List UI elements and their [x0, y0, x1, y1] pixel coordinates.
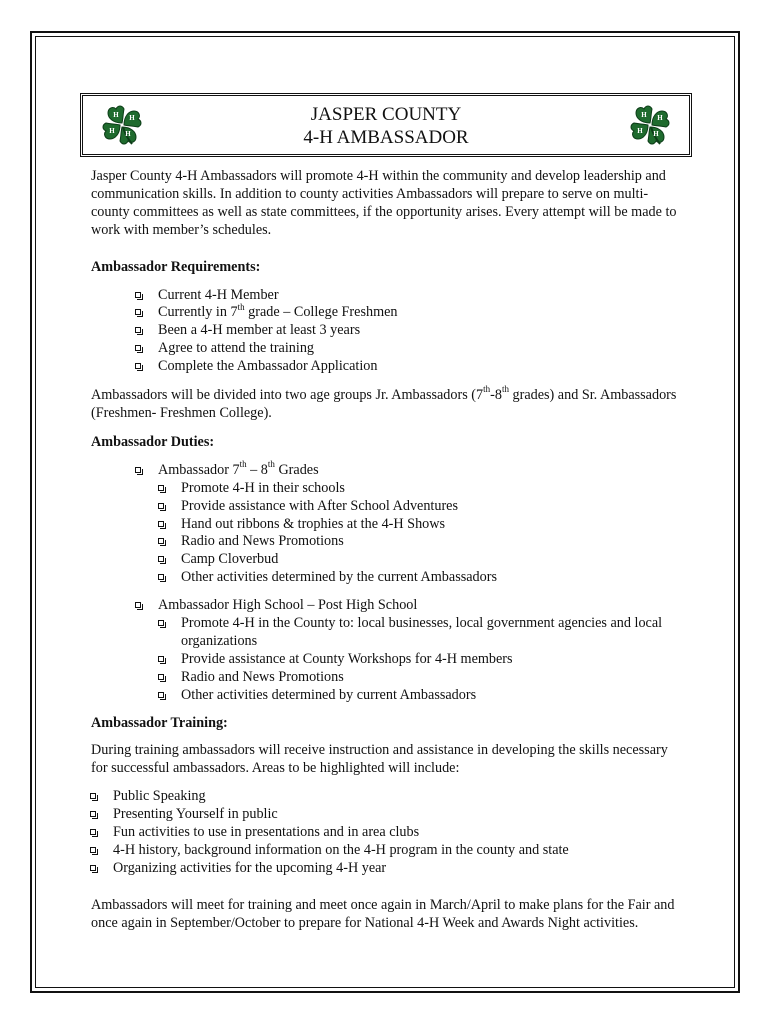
document-body — [91, 168, 681, 933]
list-item: Currently in 7th grade – College Freshmen — [158, 304, 681, 322]
list-item: Complete the Ambassador Application — [158, 358, 681, 376]
closing-paragraph: Ambassadors will meet for training and meet once again in March/April to make plans for the Fair and once again in September/October to prepare for National 4-H Week and Awards Night activities. — [91, 896, 675, 931]
checkbox-bullet-icon — [135, 363, 141, 369]
list-item: Camp Cloverbud — [181, 551, 681, 569]
list-item: Public Speaking — [113, 788, 681, 806]
checkbox-bullet-icon — [158, 674, 164, 680]
list-item: 4-H history, background information on the 4-H program in the county and state — [113, 842, 681, 860]
svg-text:H: H — [113, 111, 119, 119]
checkbox-bullet-icon — [90, 865, 96, 871]
title-line-2: 4-H AMBASSADOR — [303, 127, 469, 148]
age-groups-paragraph: Ambassadors will be divided into two age groups Jr. Ambassadors (7th-8th grades) and Sr. Ambassadors (Freshmen- Freshmen College). — [91, 384, 677, 421]
checkbox-bullet-icon — [90, 829, 96, 835]
list-item: Presenting Yourself in public — [113, 806, 681, 824]
list-item: Other activities determined by current Ambassadors — [181, 687, 681, 705]
list-item: Organizing activities for the upcoming 4-H year — [113, 860, 681, 878]
svg-text:H: H — [109, 127, 115, 135]
list-item: Promote 4-H in their schools — [181, 480, 681, 498]
checkbox-bullet-icon — [135, 327, 141, 333]
training-heading: Ambassador Training: — [91, 714, 228, 731]
checkbox-bullet-icon — [158, 692, 164, 698]
checkbox-bullet-icon — [158, 485, 164, 491]
svg-text:H: H — [657, 114, 663, 122]
checkbox-bullet-icon — [158, 620, 164, 626]
duty-group-junior: Ambassador 7th – 8th Grades Promote 4-H in their schools Provide assistance with After School Adventures Hand out ribbons & trophies at the 4-H Shows Radio and News Promotions Camp Cloverbud Other activities determined by the current Ambassadors — [158, 462, 681, 587]
checkbox-bullet-icon — [135, 309, 141, 315]
requirements-list — [91, 287, 681, 377]
requirements-heading: Ambassador Requirements: — [91, 258, 261, 275]
checkbox-bullet-icon — [135, 345, 141, 351]
checkbox-bullet-icon — [158, 521, 164, 527]
checkbox-bullet-icon — [90, 793, 96, 799]
senior-duties-list — [158, 615, 681, 705]
training-topics-list — [91, 788, 681, 878]
list-item: Provide assistance with After School Adventures — [181, 498, 681, 516]
svg-text:H: H — [653, 130, 659, 138]
list-item: Promote 4-H in the County to: local businesses, local government agencies and local organizations — [181, 615, 681, 651]
checkbox-bullet-icon — [90, 811, 96, 817]
checkbox-bullet-icon — [135, 292, 141, 298]
duties-list — [91, 459, 681, 705]
checkbox-bullet-icon — [135, 467, 141, 473]
list-item: Radio and News Promotions — [181, 533, 681, 551]
checkbox-bullet-icon — [135, 602, 141, 608]
checkbox-bullet-icon — [158, 556, 164, 562]
list-item: Current 4-H Member — [158, 287, 681, 305]
list-item: Radio and News Promotions — [181, 669, 681, 687]
svg-text:H: H — [641, 111, 647, 119]
checkbox-bullet-icon — [90, 847, 96, 853]
title-box — [80, 93, 692, 157]
duty-group-senior: Ambassador High School – Post High School Promote 4-H in the County to: local businesses, local government agencies and local organizations Provide assistance at County Workshops for 4-H members Radio and News Promotions Other activities determined by current Ambassadors — [158, 597, 681, 704]
checkbox-bullet-icon — [158, 538, 164, 544]
checkbox-bullet-icon — [158, 574, 164, 580]
svg-text:H: H — [125, 130, 131, 138]
duties-heading: Ambassador Duties: — [91, 433, 215, 450]
title-line-1: JASPER COUNTY — [310, 104, 462, 125]
list-item: Other activities determined by the current Ambassadors — [181, 569, 681, 587]
intro-paragraph: Jasper County 4-H Ambassadors will promote 4-H within the community and develop leadership and communication skills. In addition to county activities Ambassadors will prepare to serve on multi-county committees as well as state committees, if the opportunity arises. Every attempt will be made to work with member’s schedules. — [91, 168, 677, 238]
list-item: Been a 4-H member at least 3 years — [158, 322, 681, 340]
checkbox-bullet-icon — [158, 656, 164, 662]
svg-text:H: H — [129, 114, 135, 122]
list-item: Provide assistance at County Workshops for 4-H members — [181, 651, 681, 669]
checkbox-bullet-icon — [158, 503, 164, 509]
list-item: Fun activities to use in presentations and in area clubs — [113, 824, 681, 842]
four-leaf-clover-icon — [627, 102, 673, 148]
junior-duties-list — [158, 480, 681, 587]
list-item: Hand out ribbons & trophies at the 4-H Shows — [181, 516, 681, 534]
svg-text:H: H — [637, 127, 643, 135]
training-intro: During training ambassadors will receive instruction and assistance in developing the skills necessary for successful ambassadors. Areas to be highlighted will include: — [91, 742, 668, 777]
list-item: Agree to attend the training — [158, 340, 681, 358]
